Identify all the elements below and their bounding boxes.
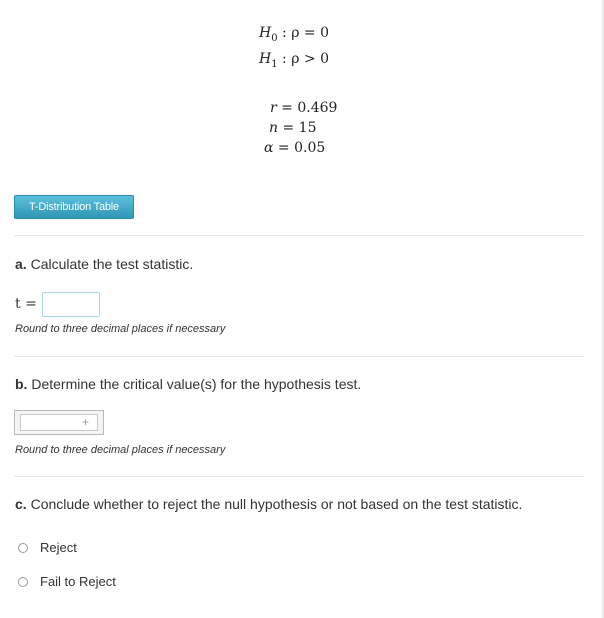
stat-n xyxy=(264,118,337,138)
n-symbol: n xyxy=(269,120,279,136)
separator-1 xyxy=(14,235,584,236)
t-statistic-label: t = xyxy=(15,296,37,312)
option-reject-label[interactable]: Reject xyxy=(40,540,77,555)
separator-3 xyxy=(14,476,584,477)
question-a-letter: a. xyxy=(15,256,27,272)
question-b-letter: b. xyxy=(15,376,28,392)
h0-symbol: H xyxy=(259,25,272,41)
question-b xyxy=(15,376,361,392)
question-c xyxy=(15,496,522,512)
plus-icon[interactable]: + xyxy=(81,415,89,429)
r-value: = 0.469 xyxy=(281,100,338,116)
n-value: = 15 xyxy=(282,120,317,136)
hint-b: Round to three decimal places if necessary xyxy=(15,444,226,456)
critical-value-input[interactable] xyxy=(20,414,98,431)
h1-relation: : ρ > 0 xyxy=(282,50,329,67)
question-c-letter: c. xyxy=(15,496,27,512)
radio-button-reject[interactable] xyxy=(18,543,28,553)
hypotheses-block xyxy=(259,23,329,75)
question-a-text: Calculate the test statistic. xyxy=(30,256,194,272)
question-a xyxy=(15,256,193,272)
stat-alpha xyxy=(264,138,337,158)
separator-2 xyxy=(14,356,584,357)
critical-value-box xyxy=(14,410,104,435)
question-b-text: Determine the critical value(s) for the hypothesis test. xyxy=(31,376,362,392)
h0-relation: : ρ = 0 xyxy=(282,25,329,41)
option-fail-to-reject-label[interactable]: Fail to Reject xyxy=(40,574,116,589)
hint-a: Round to three decimal places if necessary xyxy=(15,323,226,335)
t-distribution-table-button[interactable]: T-Distribution Table xyxy=(14,195,134,219)
null-hypothesis xyxy=(259,23,329,49)
r-symbol: r xyxy=(270,100,277,116)
alpha-value: = 0.05 xyxy=(277,140,326,156)
h1-symbol: H xyxy=(259,50,272,67)
sample-statistics xyxy=(264,98,337,158)
question-c-text: Conclude whether to reject the null hypothesis or not based on the test statistic. xyxy=(30,496,523,512)
h0-subscript: 0 xyxy=(271,32,278,44)
alternative-hypothesis xyxy=(259,49,329,75)
stat-r xyxy=(264,98,337,118)
t-statistic-input[interactable] xyxy=(42,292,100,317)
alpha-symbol: α xyxy=(264,140,274,156)
h1-subscript: 1 xyxy=(271,58,278,70)
radio-button-fail-to-reject[interactable] xyxy=(18,577,28,587)
